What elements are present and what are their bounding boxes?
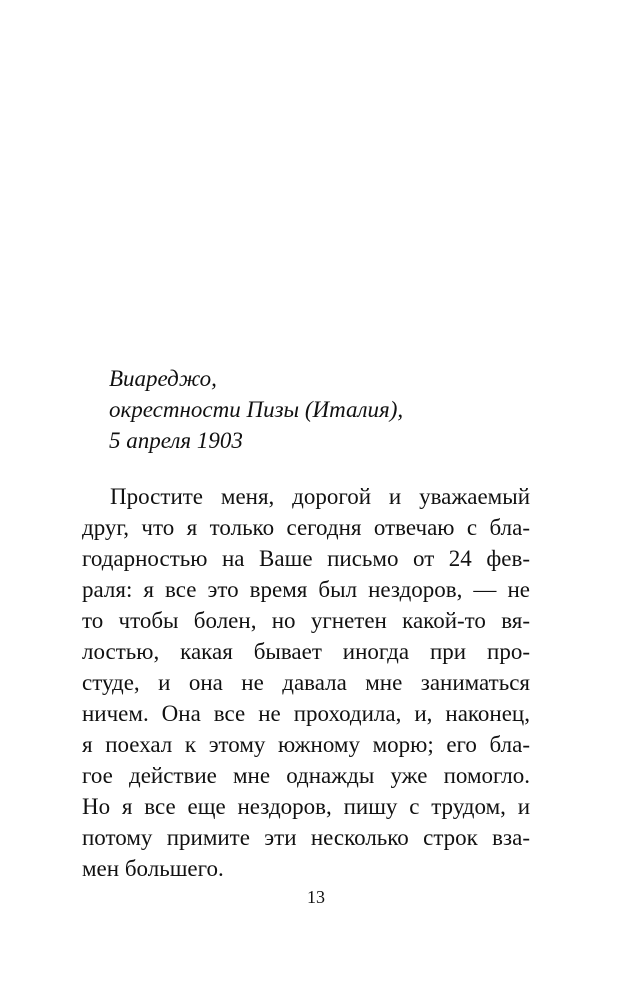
body-line: то чтобы болен, но угнетен какой-то вя- bbox=[82, 608, 530, 633]
body-line: лостью, какая бывает иногда при про- bbox=[82, 639, 530, 664]
body-line: мен большего. bbox=[82, 856, 224, 881]
body-line: Но я все еще нездоров, пишу с трудом, и bbox=[82, 794, 530, 819]
body-line: раля: я все это время был нездоров, — не bbox=[82, 577, 530, 602]
page-number: 13 bbox=[307, 887, 325, 907]
dateline-region: окрестности Пизы (Италия), bbox=[109, 397, 404, 422]
body-line: гое действие мне однажды уже помогло. bbox=[82, 763, 530, 788]
letter-body bbox=[82, 481, 530, 884]
body-line: годарностью на Ваше письмо от 24 фев- bbox=[82, 546, 530, 571]
body-line: друг, что я только сегодня отвечаю с бла- bbox=[82, 515, 530, 540]
dateline-place: Виареджо, bbox=[109, 366, 217, 391]
body-line: я поехал к этому южному морю; его бла- bbox=[82, 732, 530, 757]
body-line: ничем. Она все не проходила, и, наконец, bbox=[82, 701, 530, 726]
body-line: потому примите эти несколько строк вза- bbox=[82, 825, 530, 850]
body-line: Простите меня, дорогой и уважаемый bbox=[110, 484, 530, 509]
dateline-date: 5 апреля 1903 bbox=[109, 428, 243, 453]
letter-dateline bbox=[109, 363, 549, 456]
body-line: студе, и она не давала мне заниматься bbox=[82, 670, 530, 695]
